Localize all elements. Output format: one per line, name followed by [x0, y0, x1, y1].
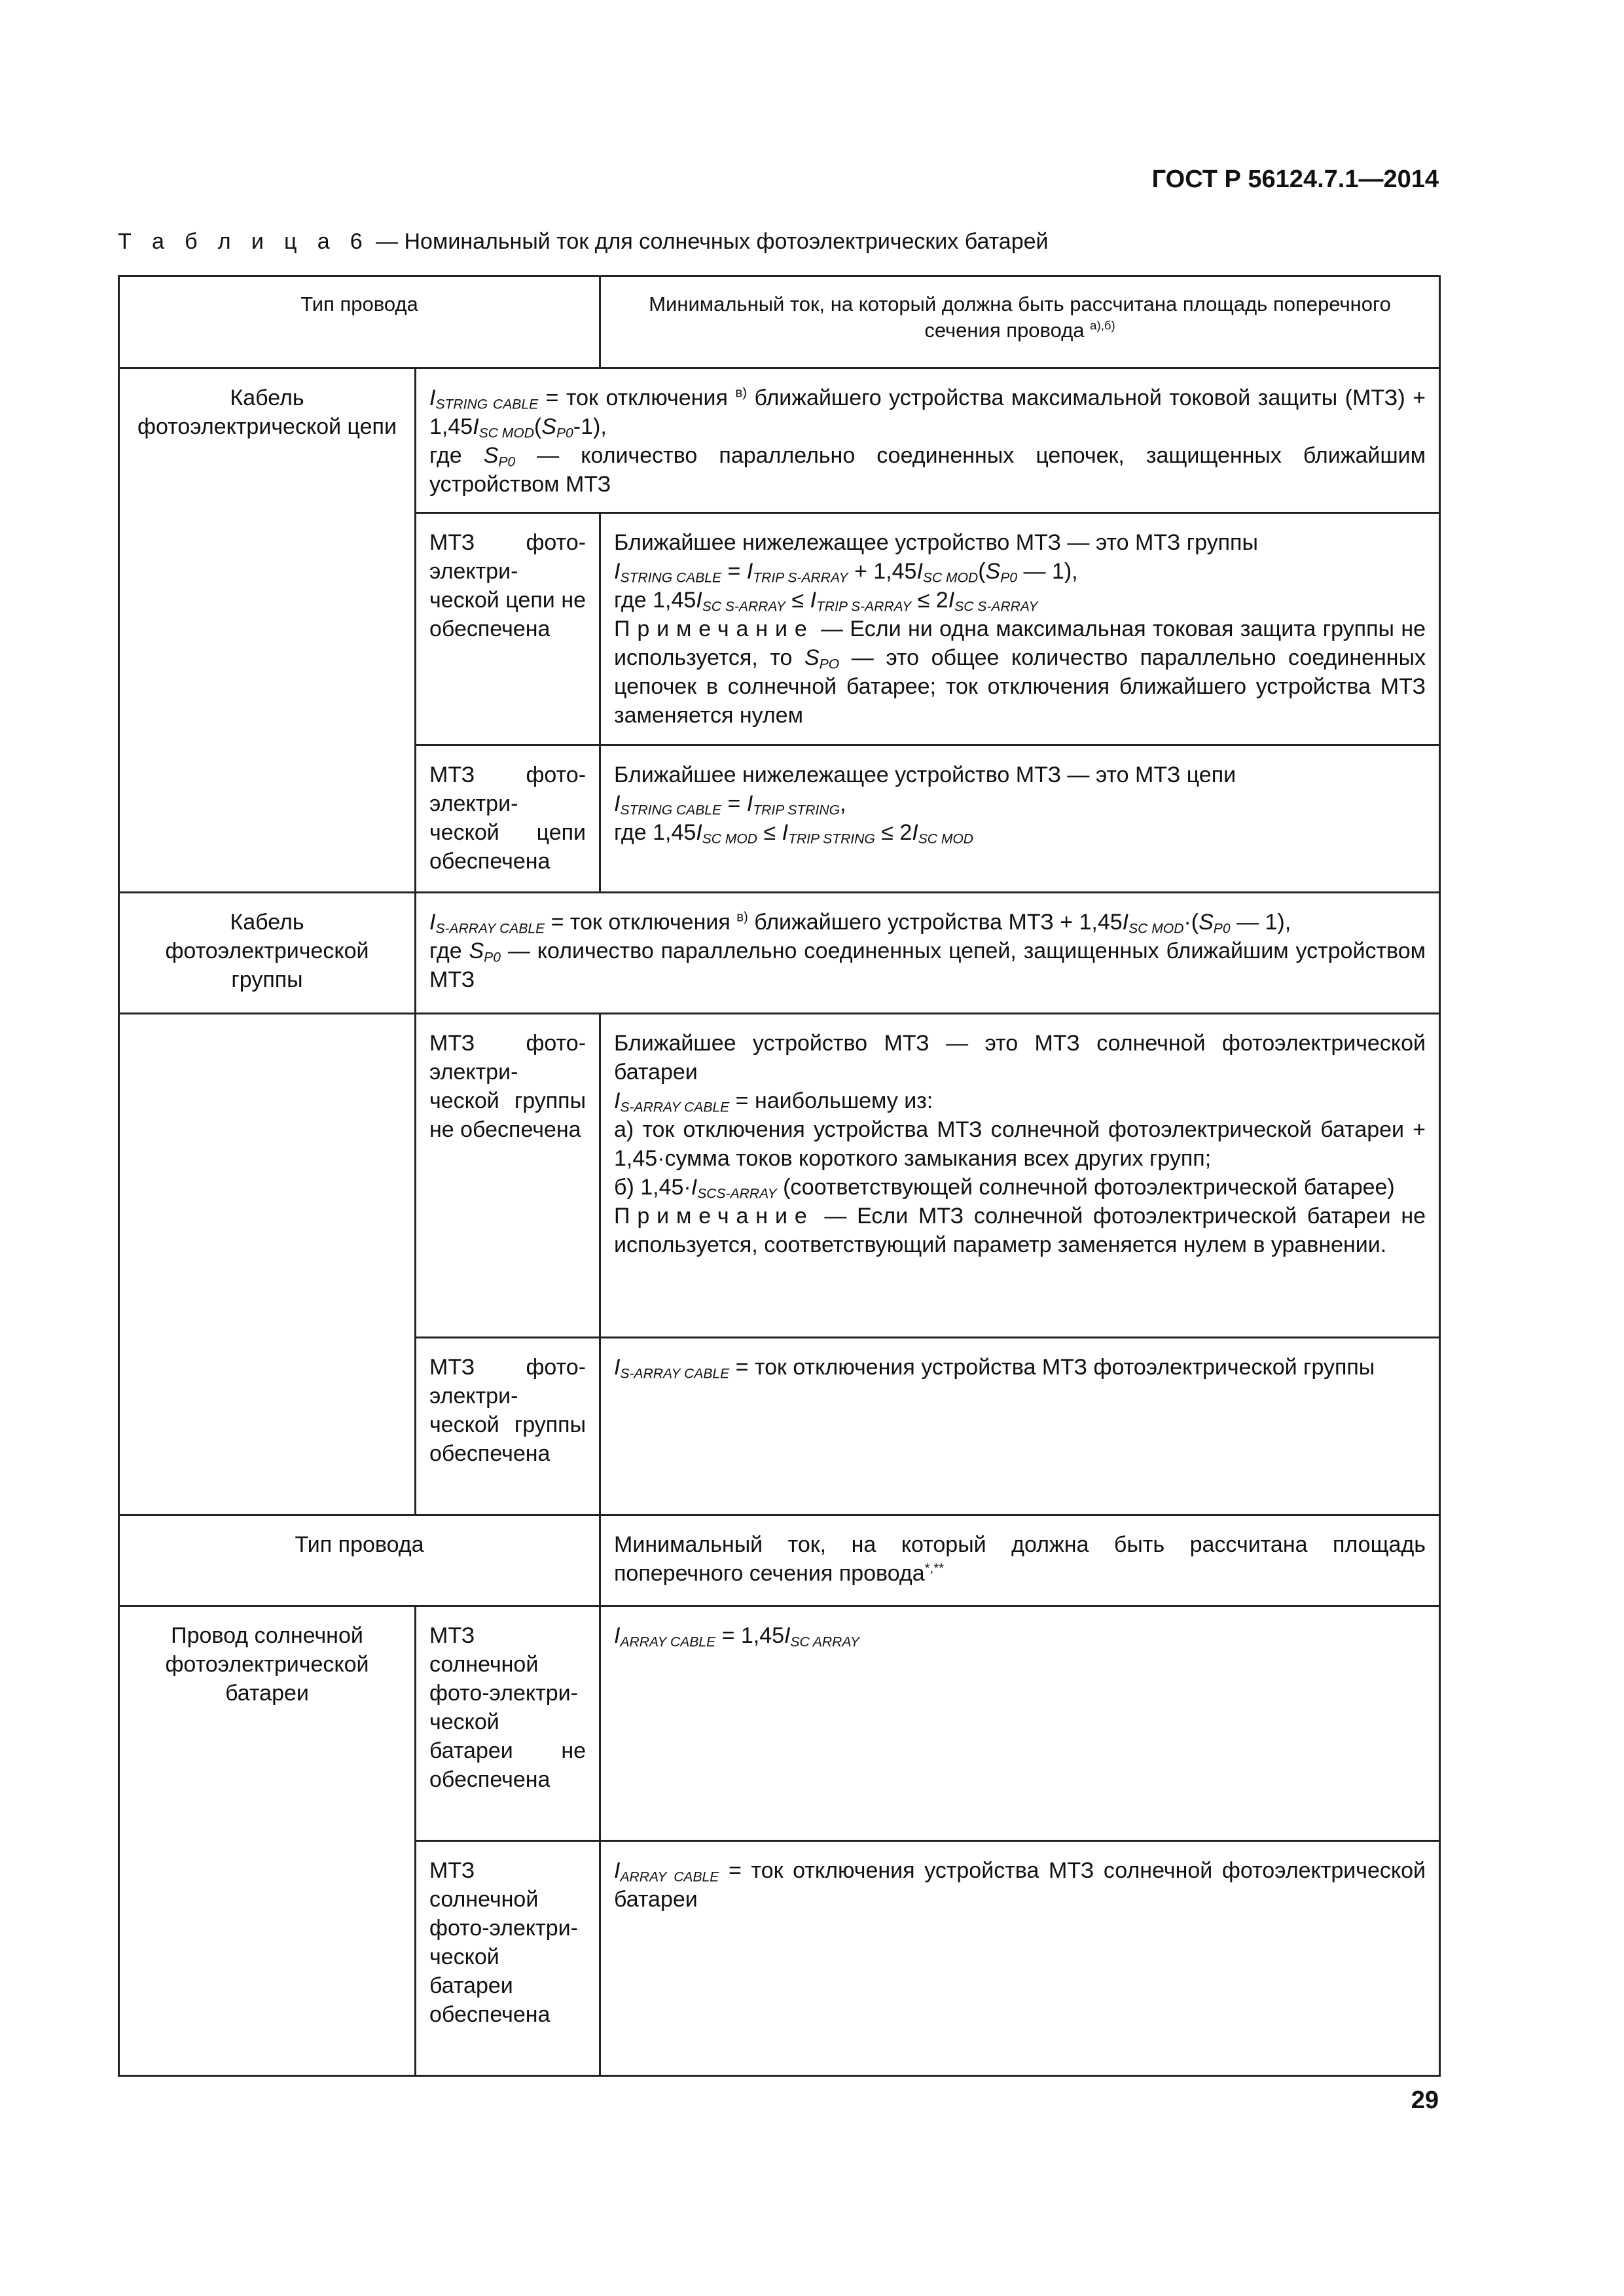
note-label: Примечание: [614, 617, 814, 641]
header-wire-type: Тип провода: [119, 276, 600, 368]
formula-group-ocpd-absent: Ближайшее устройство МТЗ — это МТЗ солнечной фотоэлектрической батареи $I_{S-ARRAY CABLE}$ = наибольшему из: а) ток отключения устройства МТЗ солнечной фотоэлектрической батареи + 1,45·сумма токов короткого замыкания всех других групп; б) $1,45\cdot I_{SCS-ARRAY}$ (соответствующей солнечной фотоэлектрической батарее) Примечание — Если МТЗ солнечной фотоэлектрической батареи не используется, соответствующий параметр заменяется нулем в уравнении.: [600, 1014, 1440, 1338]
document-standard-number: ГОСТ Р 56124.7.1—2014: [1151, 166, 1439, 193]
rated-current-table: [118, 275, 1441, 2077]
condition-array-ocpd-present: МТЗ солнечной фото-электри-ческой батареи обеспечена: [416, 1841, 600, 2076]
condition-string-ocpd-present: МТЗ фото-электри-ческой цепи обеспечена: [416, 745, 600, 893]
table-row: [119, 368, 1440, 513]
formula-array-ocpd-absent: $I_{ARRAY CABLE} = 1,45I_{SC ARRAY}$: [600, 1606, 1440, 1841]
header2-footnote-mark: *,**: [924, 1561, 945, 1576]
header2-min-current-text: Минимальный ток, на который должна быть рассчитана площадь поперечного сечения провода: [614, 1532, 1426, 1586]
formula-array-ocpd-present: $I_{ARRAY CABLE}$ = ток отключения устройства МТЗ солнечной фотоэлектрической батареи: [600, 1841, 1440, 2076]
table-row: [119, 893, 1440, 1014]
empty-cell: [119, 1014, 416, 1515]
table-caption: [118, 229, 1049, 255]
string-cable-formula: $I_{STRING CABLE}$ = ток отключения $^{в)}$ ближайшего устройства максимальной токовой защиты $(МТЗ) + 1,45I_{SC MOD}(S_{P0}-1)$, где $S_{P0}$ — количество параллельно соединенных цепочек, защищенных ближайшим устройством МТЗ: [416, 368, 1440, 513]
header2-wire-type: Тип провода: [119, 1515, 600, 1606]
group-cable-formula: $I_{S-ARRAY CABLE}$ = ток отключения $^{в)}$ ближайшего устройства МТЗ + $1,45I_{SC MOD}\cdot(S_{P0}$ — 1), где $S_{P0}$ — количество параллельно соединенных цепей, защищенных ближайшим устройством МТЗ: [416, 893, 1440, 1014]
table-caption-label: Т а б л и ц а 6: [118, 229, 370, 254]
wire-type-group-cable: Кабель фотоэлектрической группы: [119, 893, 416, 1014]
header2-min-current: [600, 1515, 1440, 1606]
wire-type-array-wire: Провод солнечной фотоэлектрической батареи: [119, 1606, 416, 2076]
condition-string-ocpd-absent: МТЗ фото-электри-ческой цепи не обеспечена: [416, 513, 600, 745]
formula-string-ocpd-absent: Ближайшее нижележащее устройство МТЗ — это МТЗ группы $I_{STRING CABLE} = I_{TRIP S-ARRAY} + 1,45I_{SC MOD}(S_{P0}$ — 1), где $1,45I_{SC S-ARRAY} \le I_{TRIP S-ARRAY} \le 2I_{SC S-ARRAY}$ Примечание — Если ни одна максимальная токовая защита группы не используется, то $S_{PO}$ — это общее количество параллельно соединенных цепочек в солнечной батарее; ток отключения ближайшего устройства МТЗ заменяется нулем: [600, 513, 1440, 745]
condition-group-ocpd-absent: МТЗ фото-электри-ческой группы не обеспечена: [416, 1014, 600, 1338]
table-caption-text: — Номинальный ток для солнечных фотоэлектрических батарей: [369, 229, 1049, 254]
table-row: [119, 1014, 1440, 1338]
header-footnote-mark: а),б): [1090, 318, 1115, 332]
header-min-current: [600, 276, 1440, 368]
page-number: 29: [1411, 2087, 1439, 2114]
table-header-row: [119, 276, 1440, 368]
table-header-row: [119, 1515, 1440, 1606]
note-label: Примечание: [614, 1204, 814, 1229]
formula-group-ocpd-present: $I_{S-ARRAY CABLE}$ = ток отключения устройства МТЗ фотоэлектрической группы: [600, 1338, 1440, 1515]
wire-type-string-cable: Кабель фотоэлектрической цепи: [119, 368, 416, 893]
condition-group-ocpd-present: МТЗ фото-электри-ческой группы обеспечена: [416, 1338, 600, 1515]
table-row: [119, 1606, 1440, 1841]
condition-array-ocpd-absent: МТЗ солнечной фото-электри-ческой батареи не обеспечена: [416, 1606, 600, 1841]
formula-string-ocpd-present: Ближайшее нижележащее устройство МТЗ — это МТЗ цепи $I_{STRING CABLE} = I_{TRIP STRING}$, где $1,45I_{SC MOD} \le I_{TRIP STRING} \le 2I_{SC MOD}$: [600, 745, 1440, 893]
header-min-current-text: Минимальный ток, на который должна быть рассчитана площадь поперечного сечения провода: [649, 293, 1391, 342]
